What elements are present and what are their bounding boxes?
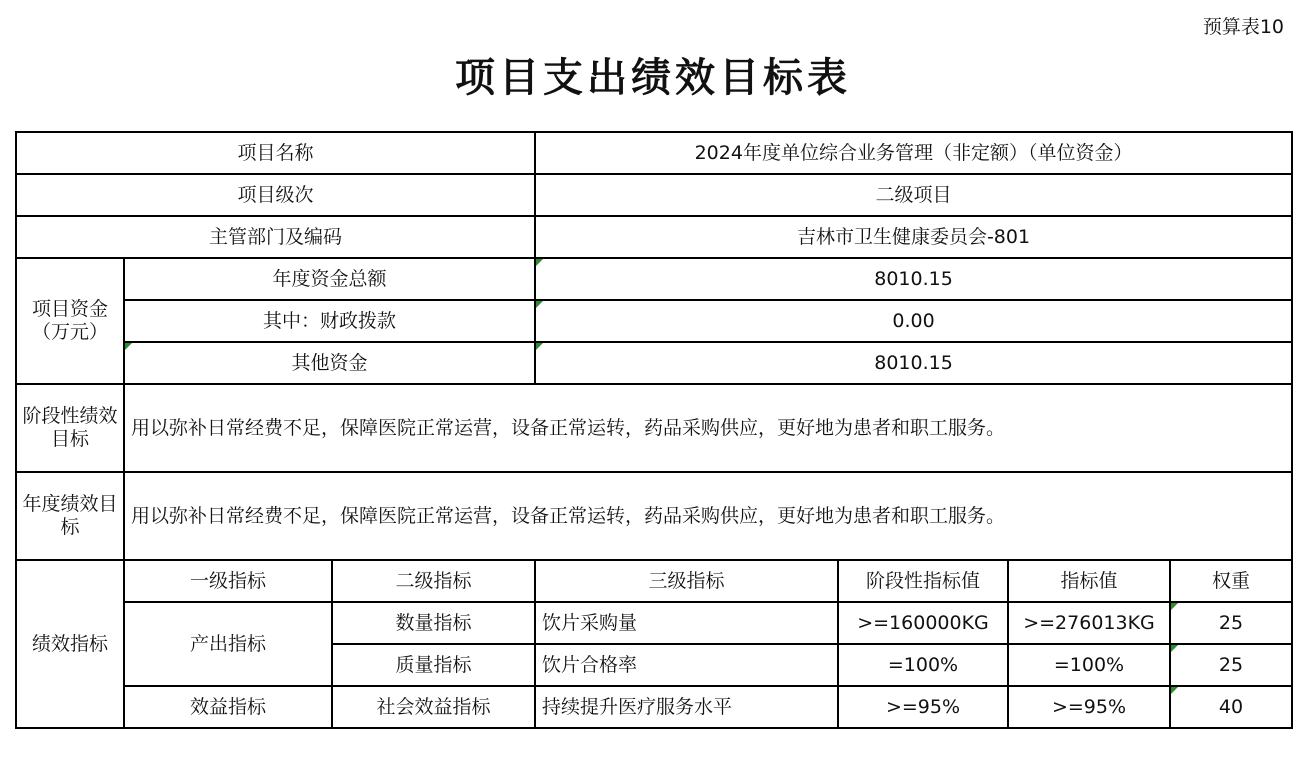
- fiscal-funds-value: 0.00: [892, 309, 935, 332]
- target-indicator-value: =100%: [1008, 644, 1170, 686]
- project-level-label: 项目级次: [16, 174, 535, 216]
- weight-cell: [1170, 686, 1292, 728]
- page-title: 项目支出绩效目标表: [455, 55, 851, 101]
- total-funds-cell: [535, 258, 1292, 300]
- cell-marker-icon: [536, 301, 543, 308]
- project-name-label: 项目名称: [16, 132, 535, 174]
- annual-goal-label: 年度绩效目标: [16, 472, 124, 560]
- cell-marker-icon: [1171, 603, 1178, 610]
- fiscal-funds-cell: [535, 300, 1292, 342]
- indicator-header-row: [16, 560, 1292, 602]
- level1-benefit-indicator: 效益指标: [124, 686, 332, 728]
- other-funds-cell: [535, 342, 1292, 384]
- cell-marker-icon: [1171, 645, 1178, 652]
- other-funds-label: 其他资金: [291, 351, 368, 374]
- level2-indicator: 社会效益指标: [332, 686, 535, 728]
- weight-value: 25: [1218, 653, 1244, 676]
- stage-indicator-value: =100%: [838, 644, 1008, 686]
- annual-goal-text: 用以弥补日常经费不足，保障医院正常运营，设备正常运转，药品采购供应，更好地为患者和职工服务。: [124, 472, 1292, 560]
- department-value: 吉林市卫生健康委员会-801: [535, 216, 1292, 258]
- project-level-row: [16, 174, 1292, 216]
- level1-output-indicator: 产出指标: [124, 602, 332, 686]
- performance-target-table: [15, 131, 1293, 729]
- total-funds-value: 8010.15: [874, 267, 953, 290]
- level3-indicator: 饮片合格率: [535, 644, 838, 686]
- weight-cell: [1170, 644, 1292, 686]
- header-level2: 二级指标: [332, 560, 535, 602]
- funds-total-row: [16, 258, 1292, 300]
- project-level-value: 二级项目: [535, 174, 1292, 216]
- project-name-row: [16, 132, 1292, 174]
- funds-fiscal-row: [16, 300, 1292, 342]
- department-row: [16, 216, 1292, 258]
- project-name-value: 2024年度单位综合业务管理（非定额）（单位资金）: [535, 132, 1292, 174]
- header-stage-value: 阶段性指标值: [838, 560, 1008, 602]
- funds-other-row: [16, 342, 1292, 384]
- project-funds-group-text: 项目资金（万元）: [31, 298, 108, 343]
- table-row: [16, 686, 1292, 728]
- stage-goal-text: 用以弥补日常经费不足，保障医院正常运营，设备正常运转，药品采购供应，更好地为患者和职工服务。: [124, 384, 1292, 472]
- weight-cell: [1170, 602, 1292, 644]
- stage-goal-row: [16, 384, 1292, 472]
- project-funds-group-label: [16, 258, 124, 384]
- level2-indicator: 质量指标: [332, 644, 535, 686]
- other-funds-label-cell: [124, 342, 535, 384]
- indicators-group-label: 绩效指标: [16, 560, 124, 728]
- stage-goal-label: 阶段性绩效目标: [16, 384, 124, 472]
- stage-indicator-value: >=95%: [838, 686, 1008, 728]
- cell-marker-icon: [125, 343, 132, 350]
- header-level3: 三级指标: [535, 560, 838, 602]
- department-label: 主管部门及编码: [16, 216, 535, 258]
- level3-indicator: 持续提升医疗服务水平: [535, 686, 838, 728]
- total-funds-label: 年度资金总额: [124, 258, 535, 300]
- table-number-label: 预算表10: [1202, 16, 1284, 38]
- weight-value: 25: [1218, 611, 1244, 634]
- fiscal-funds-label: 其中：财政拨款: [124, 300, 535, 342]
- header-weight: 权重: [1170, 560, 1292, 602]
- level2-indicator: 数量指标: [332, 602, 535, 644]
- cell-marker-icon: [1171, 687, 1178, 694]
- other-funds-value: 8010.15: [874, 351, 953, 374]
- header-level1: 一级指标: [124, 560, 332, 602]
- cell-marker-icon: [536, 259, 543, 266]
- table-row: [16, 602, 1292, 644]
- annual-goal-row: [16, 472, 1292, 560]
- level3-indicator: 饮片采购量: [535, 602, 838, 644]
- cell-marker-icon: [536, 343, 543, 350]
- target-indicator-value: >=95%: [1008, 686, 1170, 728]
- weight-value: 40: [1218, 695, 1244, 718]
- target-indicator-value: >=276013KG: [1008, 602, 1170, 644]
- header-target-value: 指标值: [1008, 560, 1170, 602]
- stage-indicator-value: >=160000KG: [838, 602, 1008, 644]
